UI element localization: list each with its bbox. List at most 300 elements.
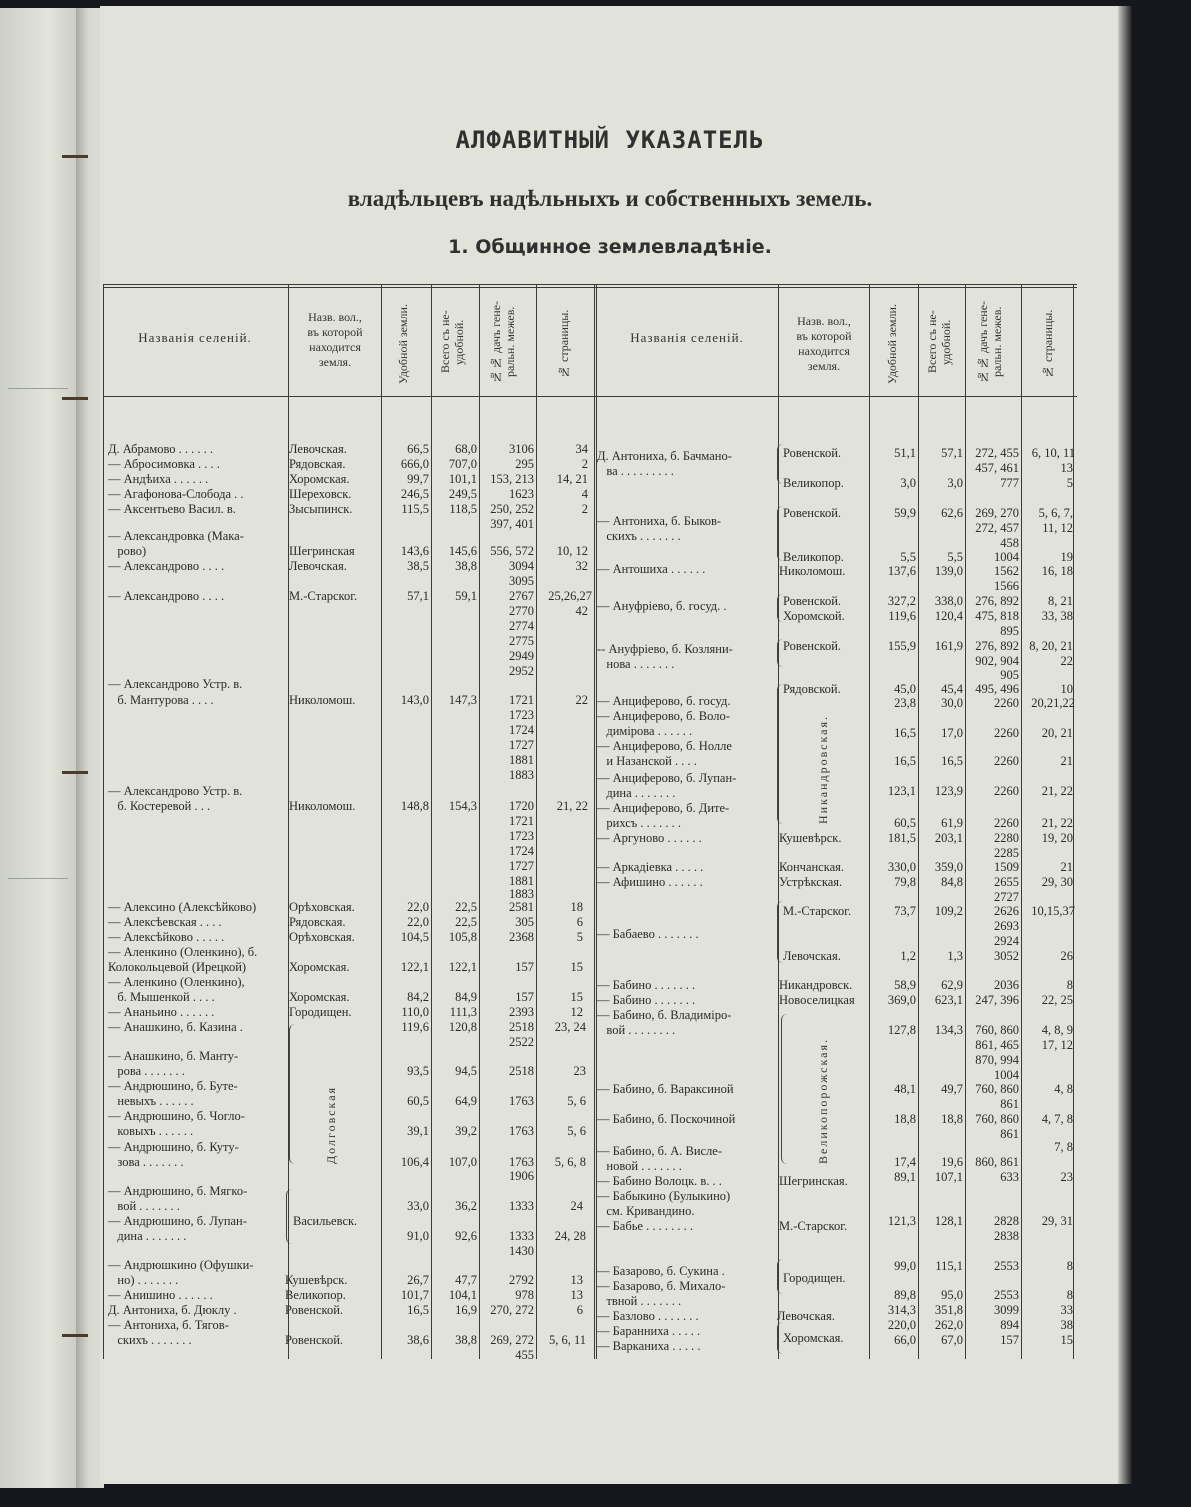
right-page-ref: 13 <box>1060 461 1073 475</box>
left-volost: Хоромская. <box>289 472 350 486</box>
right-dacha: 2553 <box>994 1288 1019 1302</box>
right-volost: Кушевѣрск. <box>779 831 842 845</box>
right-volost: Рядовской. <box>783 682 841 696</box>
left-vsego: 92,6 <box>455 1229 477 1243</box>
right-udobnoy: 16,5 <box>894 726 916 740</box>
left-name: ковыхъ . . . . . . <box>108 1124 194 1138</box>
left-volost: Хоромская. <box>289 990 350 1004</box>
right-dacha: 760, 860 <box>975 1023 1019 1037</box>
right-dacha: 1562 <box>994 564 1019 578</box>
left-dacha: 2774 <box>509 619 534 633</box>
left-volost: Великопор. <box>285 1288 346 1302</box>
right-dacha: 2924 <box>994 934 1019 948</box>
left-page-ref: 24, 28 <box>554 1229 586 1243</box>
right-name: — Анциферово, б. госуд. <box>597 694 731 708</box>
right-volost: Никандровск. <box>779 978 853 992</box>
left-name: — Андрюшино, б. Мягко- <box>108 1184 248 1198</box>
right-page-ref: 21, 22 <box>1041 816 1073 830</box>
right-dacha: 2260 <box>994 726 1019 740</box>
header-name-right: Названія селеній. <box>630 330 744 345</box>
right-page-ref: 21, 22 <box>1041 784 1073 798</box>
left-name: — Андрюшино, б. Куту- <box>108 1140 239 1154</box>
left-udobnoy: 91,0 <box>407 1229 429 1243</box>
right-vsego: 17,0 <box>941 726 963 740</box>
left-dacha: 2770 <box>509 604 534 618</box>
right-dacha: 861 <box>1000 1127 1019 1141</box>
right-name: — Аркадіевка . . . . . <box>597 860 704 874</box>
left-udobnoy: 110,0 <box>401 1005 429 1019</box>
right-udobnoy: 58,9 <box>894 978 916 992</box>
left-dacha: 2518 <box>509 1020 534 1034</box>
right-page-ref: 38 <box>1060 1318 1073 1332</box>
right-name: — Бабаево . . . . . . . <box>597 927 699 941</box>
left-name: — Александрово . . . . <box>108 589 225 603</box>
left-vsego: 36,2 <box>455 1199 477 1213</box>
right-udobnoy: 369,0 <box>887 993 916 1007</box>
right-name: — Анциферово, б. Дите- <box>597 801 730 815</box>
left-name: — Анашкино, б. Манту- <box>108 1049 239 1063</box>
left-name: — Антониха, б. Тягов- <box>108 1318 229 1332</box>
left-dacha: 1763 <box>509 1155 534 1169</box>
left-dacha: 397, 401 <box>490 517 534 531</box>
right-udobnoy: 89,1 <box>894 1170 916 1184</box>
left-dacha: 1430 <box>509 1244 534 1258</box>
right-udobnoy: 17,4 <box>894 1155 916 1169</box>
left-udobnoy: 22,0 <box>407 915 429 929</box>
left-name: Д. Антониха, б. Дюклу . <box>108 1303 237 1317</box>
left-name: — Аленкино (Оленкино), <box>108 975 245 989</box>
right-dacha: 1004 <box>994 550 1019 564</box>
right-dacha: 870, 994 <box>975 1053 1019 1067</box>
right-page-ref: 20,21,22 <box>1031 696 1075 710</box>
left-name: — Александрово Устр. в. <box>108 784 243 798</box>
right-volost-vertical: Великопорожская. <box>816 1038 830 1164</box>
right-vsego: 30,0 <box>941 696 963 710</box>
right-name: новой . . . . . . . <box>597 1159 682 1173</box>
left-dacha: 270, 272 <box>490 1303 534 1317</box>
left-vsego: 707,0 <box>448 457 477 471</box>
right-volost: Левочская. <box>777 1309 835 1323</box>
page-subtitle: владѣльцевъ надѣльныхъ и собственныхъ земель. <box>347 186 873 211</box>
left-name: — Аленкино (Оленкино), б. <box>108 945 258 959</box>
left-dacha: 2368 <box>509 930 534 944</box>
right-volost: Новоселицкая <box>779 993 855 1007</box>
right-volost: Устрѣкская. <box>779 875 843 889</box>
right-dacha: 2285 <box>994 846 1019 860</box>
right-udobnoy: 59,9 <box>894 506 916 520</box>
left-dacha: 1763 <box>509 1124 534 1138</box>
right-name: -- Ануфріево, б. Козляни- <box>597 642 733 656</box>
right-dacha: 272, 455 <box>975 446 1019 460</box>
right-name: дина . . . . . . . <box>597 786 676 800</box>
right-vsego: 120,4 <box>934 609 963 623</box>
right-name: — Бабино . . . . . . . <box>597 978 696 992</box>
left-dacha: 1721 <box>509 814 534 828</box>
right-name: — Антониха, б. Быков- <box>597 514 722 528</box>
left-vsego: 94,5 <box>455 1064 477 1078</box>
right-udobnoy: 48,1 <box>894 1082 916 1096</box>
left-name: рова . . . . . . . <box>108 1064 185 1078</box>
section-heading: 1. Общинное землевладѣніе. <box>448 236 772 258</box>
left-name: — Ананьино . . . . . . <box>108 1005 215 1019</box>
left-volost: Левочская. <box>289 442 347 456</box>
left-volost: Ровенской. <box>285 1333 344 1347</box>
left-volost: Зысыпинск. <box>289 502 353 516</box>
right-dacha: 2655 <box>994 875 1019 889</box>
right-dacha: 1004 <box>994 1068 1019 1082</box>
right-dacha: 276, 892 <box>975 594 1019 608</box>
left-name: — Андрюшкино (Офушки- <box>108 1258 254 1272</box>
left-dacha: 1724 <box>509 844 534 858</box>
right-page-ref: 26 <box>1060 949 1073 963</box>
left-vsego: 145,6 <box>448 544 477 558</box>
header-udobnoy: Удобной земли. <box>396 304 410 384</box>
left-vsego: 39,2 <box>455 1124 477 1138</box>
right-dacha: 760, 860 <box>975 1082 1019 1096</box>
right-dacha: 2260 <box>994 816 1019 830</box>
left-udobnoy: 22,0 <box>407 900 429 914</box>
left-page-ref: 5, 6, 11 <box>548 1333 586 1347</box>
right-name: — Варканиха . . . . . <box>597 1339 701 1353</box>
left-name: — Александровка (Мака- <box>108 529 244 543</box>
left-dacha: 1721 <box>509 693 534 707</box>
left-page-ref: 23 <box>573 1064 586 1078</box>
left-vsego: 105,8 <box>448 930 477 944</box>
right-vsego: 134,3 <box>934 1023 963 1037</box>
right-page-ref: 8, 20, 21 <box>1029 639 1073 653</box>
right-dacha: 894 <box>1000 1318 1019 1332</box>
left-udobnoy: 38,6 <box>407 1333 429 1347</box>
left-udobnoy: 666,0 <box>400 457 429 471</box>
right-dacha: 3052 <box>994 949 1019 963</box>
left-udobnoy: 106,4 <box>400 1155 429 1169</box>
right-udobnoy: 181,5 <box>887 831 916 845</box>
left-dacha: 1723 <box>509 829 534 843</box>
left-volost: Орѣховская. <box>289 930 355 944</box>
left-udobnoy: 99,7 <box>407 472 429 486</box>
left-dacha: 1883 <box>509 768 534 782</box>
left-udobnoy: 119,6 <box>401 1020 429 1034</box>
left-udobnoy: 246,5 <box>400 487 429 501</box>
left-volost: Рядовская. <box>289 915 346 929</box>
right-udobnoy: 330,0 <box>887 860 916 874</box>
right-dacha: 475, 818 <box>975 609 1019 623</box>
right-page-ref: 5, 6, 7, <box>1038 506 1073 520</box>
right-vsego: 62,9 <box>941 978 963 992</box>
right-name: — Бабино, б. Вараксиной <box>597 1082 734 1096</box>
left-dacha: 269, 272 <box>490 1333 534 1347</box>
right-vsego: 161,9 <box>934 639 963 653</box>
right-page-ref: 20, 21 <box>1041 726 1073 740</box>
right-udobnoy: 127,8 <box>887 1023 916 1037</box>
header-pages-right: № страницы. <box>1041 309 1055 379</box>
right-dacha: 2693 <box>994 919 1019 933</box>
left-volost: Николомош. <box>289 693 356 707</box>
right-name: вой . . . . . . . . <box>597 1023 676 1037</box>
left-name: б. Мышенкой . . . . <box>108 990 215 1004</box>
left-volost: Городищен. <box>289 1005 352 1019</box>
right-dacha: 2260 <box>994 696 1019 710</box>
header-name: Названія селеній. <box>138 330 252 345</box>
right-page-ref: 22 <box>1060 654 1073 668</box>
right-volost: Хоромской. <box>783 609 845 623</box>
right-dacha: 269, 270 <box>975 506 1019 520</box>
right-vsego: 139,0 <box>934 564 963 578</box>
left-page-ref: 15 <box>570 960 583 974</box>
left-udobnoy: 16,5 <box>407 1303 429 1317</box>
right-name: скихъ . . . . . . . <box>597 529 681 543</box>
binding-stitch <box>62 397 88 400</box>
left-name: зова . . . . . . . <box>108 1155 184 1169</box>
right-page-ref: 6, 10, 11 <box>1031 446 1075 460</box>
left-dacha: 2949 <box>509 649 534 663</box>
left-vsego: 16,9 <box>455 1303 477 1317</box>
right-dacha: 777 <box>1000 476 1019 490</box>
left-name: — Аксентьево Васил. в. <box>108 502 236 516</box>
left-udobnoy: 143,6 <box>400 544 429 558</box>
right-vsego: 16,5 <box>941 754 963 768</box>
left-vsego: 118,5 <box>449 502 477 516</box>
left-page-ref: 24 <box>570 1199 583 1213</box>
right-name: см. Кривандино. <box>597 1204 695 1218</box>
right-udobnoy: 79,8 <box>894 875 916 889</box>
header-vsego: Всего съ не- удобной. <box>438 310 466 374</box>
left-dacha: 295 <box>515 457 534 471</box>
left-vsego: 154,3 <box>448 799 477 813</box>
left-volost-vertical: Долговская <box>324 1085 338 1164</box>
left-page-ref: 5, 6, 8 <box>554 1155 586 1169</box>
left-dacha: 157 <box>515 960 534 974</box>
right-vsego: 623,1 <box>934 993 963 1007</box>
left-name: — Анашкино, б. Казина . <box>108 1020 243 1034</box>
right-name: нова . . . . . . . <box>597 657 675 671</box>
right-dacha: 860, 861 <box>975 1155 1019 1169</box>
right-page-ref: 4, 7, 8 <box>1041 1112 1073 1126</box>
right-name: — Базарово, б. Михало- <box>597 1279 726 1293</box>
header-udobnoy-right: Удобной земли. <box>885 304 899 384</box>
right-vsego: 45,4 <box>941 682 963 696</box>
left-name: вой . . . . . . . <box>108 1199 180 1213</box>
binding-stitch <box>62 771 88 774</box>
left-page-ref: 15 <box>570 990 583 1004</box>
right-vsego: 128,1 <box>934 1214 963 1228</box>
left-vsego: 38,8 <box>455 559 477 573</box>
left-udobnoy: 66,5 <box>407 442 429 456</box>
left-udobnoy: 39,1 <box>407 1124 429 1138</box>
right-dacha: 902, 904 <box>975 654 1019 668</box>
left-dacha: 2767 <box>509 589 534 603</box>
right-dacha: 458 <box>1000 536 1019 550</box>
right-page-ref: 8, 21 <box>1048 594 1073 608</box>
left-name: б. Костеревой . . . <box>108 799 211 813</box>
right-name: — Бабино, б. А. Висле- <box>597 1144 722 1158</box>
right-volost: Хоромская. <box>783 1331 844 1345</box>
left-dacha: 1727 <box>509 859 534 873</box>
right-dacha: 2828 <box>994 1214 1019 1228</box>
right-dacha: 633 <box>1000 1170 1019 1184</box>
right-dacha: 2727 <box>994 890 1019 904</box>
left-page-ref: 2 <box>581 502 588 516</box>
right-volost-vertical: Никандровская. <box>816 714 830 824</box>
left-name: — Анишино . . . . . . <box>108 1288 213 1302</box>
left-page-ref: 34 <box>575 442 588 456</box>
left-dacha: 3095 <box>509 574 534 588</box>
left-volost: Хоромская. <box>289 960 350 974</box>
right-volost: Ровенской. <box>783 506 842 520</box>
right-vsego: 95,0 <box>941 1288 963 1302</box>
left-volost: Левочская. <box>289 559 347 573</box>
right-name: — Бабино, б. Владиміро- <box>597 1008 732 1022</box>
right-page-ref: 19, 20 <box>1041 831 1073 845</box>
left-name: невыхъ . . . . . . <box>108 1094 194 1108</box>
left-dacha: 1333 <box>509 1199 534 1213</box>
left-vsego: 22,5 <box>455 900 477 914</box>
left-page-ref: 6 <box>576 915 583 929</box>
right-udobnoy: 99,0 <box>894 1259 916 1273</box>
right-dacha: 276, 892 <box>975 639 1019 653</box>
right-vsego: 1,3 <box>947 949 963 963</box>
right-page-ref: 4, 8 <box>1054 1082 1073 1096</box>
right-dacha: 457, 461 <box>975 461 1019 475</box>
left-dacha: 556, 572 <box>490 544 534 558</box>
left-volost: Васильевск. <box>293 1214 358 1228</box>
right-vsego: 351,8 <box>934 1303 963 1317</box>
left-name: — Андрюшино, б. Чогло- <box>108 1109 245 1123</box>
right-name: ва . . . . . . . . . <box>597 464 674 478</box>
right-volost: Левочская. <box>783 949 841 963</box>
left-page-ref: 5 <box>576 930 583 944</box>
left-page-edge <box>0 8 80 1488</box>
right-page-ref: 33, 38 <box>1041 609 1073 623</box>
left-dacha: 978 <box>515 1288 534 1302</box>
left-page-ref: 12 <box>570 1005 583 1019</box>
left-udobnoy: 33,0 <box>407 1199 429 1213</box>
left-dacha: 1906 <box>509 1169 534 1183</box>
left-vsego: 101,1 <box>448 472 477 486</box>
left-name: но) . . . . . . . <box>108 1273 179 1287</box>
left-vsego: 147,3 <box>448 693 477 707</box>
right-name: — Бабино . . . . . . . <box>597 993 696 1007</box>
left-dacha: 3106 <box>509 442 534 456</box>
left-dacha: 1881 <box>509 874 534 888</box>
left-volost: Николомош. <box>289 799 356 813</box>
right-page-ref: 16, 18 <box>1041 564 1073 578</box>
right-dacha: 2260 <box>994 784 1019 798</box>
right-vsego: 262,0 <box>934 1318 963 1332</box>
right-vsego: 115,1 <box>935 1259 963 1273</box>
right-dacha: 2626 <box>994 904 1019 918</box>
right-vsego: 49,7 <box>941 1082 963 1096</box>
left-dacha: 305 <box>515 915 534 929</box>
right-page-ref: 11, 12 <box>1042 521 1073 535</box>
right-page-ref: 8 <box>1066 1259 1073 1273</box>
left-vsego: 59,1 <box>455 589 477 603</box>
left-vsego: 122,1 <box>448 960 477 974</box>
left-vsego: 38,8 <box>455 1333 477 1347</box>
right-name: — Анциферово, б. Нолле <box>597 739 732 753</box>
right-dacha: 2280 <box>994 831 1019 845</box>
left-name: — Андрюшино, б. Лупан- <box>108 1214 247 1228</box>
right-udobnoy: 18,8 <box>894 1112 916 1126</box>
right-vsego: 5,5 <box>947 550 963 564</box>
right-vsego: 203,1 <box>934 831 963 845</box>
right-page-ref: 23 <box>1060 1170 1073 1184</box>
right-vsego: 18,8 <box>941 1112 963 1126</box>
right-page-ref: 5 <box>1066 476 1073 490</box>
left-udobnoy: 57,1 <box>407 589 429 603</box>
left-dacha: 1883 <box>509 887 534 901</box>
binding-stitch <box>62 1334 88 1337</box>
left-name: — Александрово Устр. в. <box>108 677 243 691</box>
left-volost: Рядовская. <box>289 457 346 471</box>
right-name: — Афишино . . . . . . <box>597 875 703 889</box>
right-vsego: 107,1 <box>934 1170 963 1184</box>
left-udobnoy: 93,5 <box>407 1064 429 1078</box>
left-name: рово) <box>108 544 147 558</box>
right-dacha: 272, 457 <box>975 521 1019 535</box>
right-name: — Бабино Волоцк. в. . . <box>597 1174 722 1188</box>
left-udobnoy: 122,1 <box>400 960 429 974</box>
left-name: — Алексѣевская . . . . <box>108 915 222 929</box>
header-dachi-right: №№ дачъ гене- ральн. межев. <box>976 300 1004 384</box>
left-page-ref: 13 <box>570 1273 583 1287</box>
left-udobnoy: 26,7 <box>407 1273 429 1287</box>
right-name: — Бабье . . . . . . . . <box>597 1219 693 1233</box>
right-udobnoy: 314,3 <box>887 1303 916 1317</box>
left-dacha: 3094 <box>509 559 534 573</box>
right-name: — Анциферово, б. Воло- <box>597 709 730 723</box>
left-volost: Шереховск. <box>289 487 352 501</box>
left-dacha: 1727 <box>509 738 534 752</box>
right-name: — Ануфріево, б. госуд. . <box>597 599 727 613</box>
header-vsego-right: Всего съ не- удобной. <box>925 310 953 374</box>
left-dacha: 2393 <box>509 1005 534 1019</box>
left-dacha: 2775 <box>509 634 534 648</box>
left-dacha: 2518 <box>509 1064 534 1078</box>
right-dacha: 2553 <box>994 1259 1019 1273</box>
left-name: дина . . . . . . . <box>108 1229 187 1243</box>
left-name: — Абросимовка . . . . <box>108 457 220 471</box>
right-volost: Городищен. <box>783 1271 846 1285</box>
right-vsego: 57,1 <box>941 446 963 460</box>
right-name: — Базарово, б. Сукина . <box>597 1264 725 1278</box>
left-name: — Андрюшино, б. Буте- <box>108 1079 238 1093</box>
left-volost: Ровенской. <box>285 1303 344 1317</box>
right-udobnoy: 119,6 <box>888 609 916 623</box>
left-vsego: 249,5 <box>448 487 477 501</box>
right-udobnoy: 1,2 <box>900 949 916 963</box>
right-page-ref: 21 <box>1060 754 1073 768</box>
right-vsego: 67,0 <box>941 1333 963 1347</box>
right-name: — Бабино, б. Поскочиной <box>597 1112 736 1126</box>
right-dacha: 1566 <box>994 579 1019 593</box>
left-page-ref: 22 <box>575 693 588 707</box>
right-page-ref: 29, 31 <box>1041 1214 1073 1228</box>
right-volost: Великопор. <box>783 476 844 490</box>
right-dacha: 861, 465 <box>975 1038 1019 1052</box>
left-udobnoy: 84,2 <box>407 990 429 1004</box>
right-volost: Николомош. <box>779 564 846 578</box>
left-vsego: 107,0 <box>448 1155 477 1169</box>
left-volost: Кушевѣрск. <box>285 1273 348 1287</box>
left-page-ref: 42 <box>575 604 588 618</box>
page-title: АЛФАВИТНЫЙ УКАЗАТЕЛЬ <box>455 126 765 154</box>
right-page-ref: 33 <box>1060 1303 1073 1317</box>
right-udobnoy: 23,8 <box>894 696 916 710</box>
left-volost: М.-Старског. <box>289 589 358 603</box>
right-udobnoy: 155,9 <box>887 639 916 653</box>
right-udobnoy: 5,5 <box>900 550 916 564</box>
